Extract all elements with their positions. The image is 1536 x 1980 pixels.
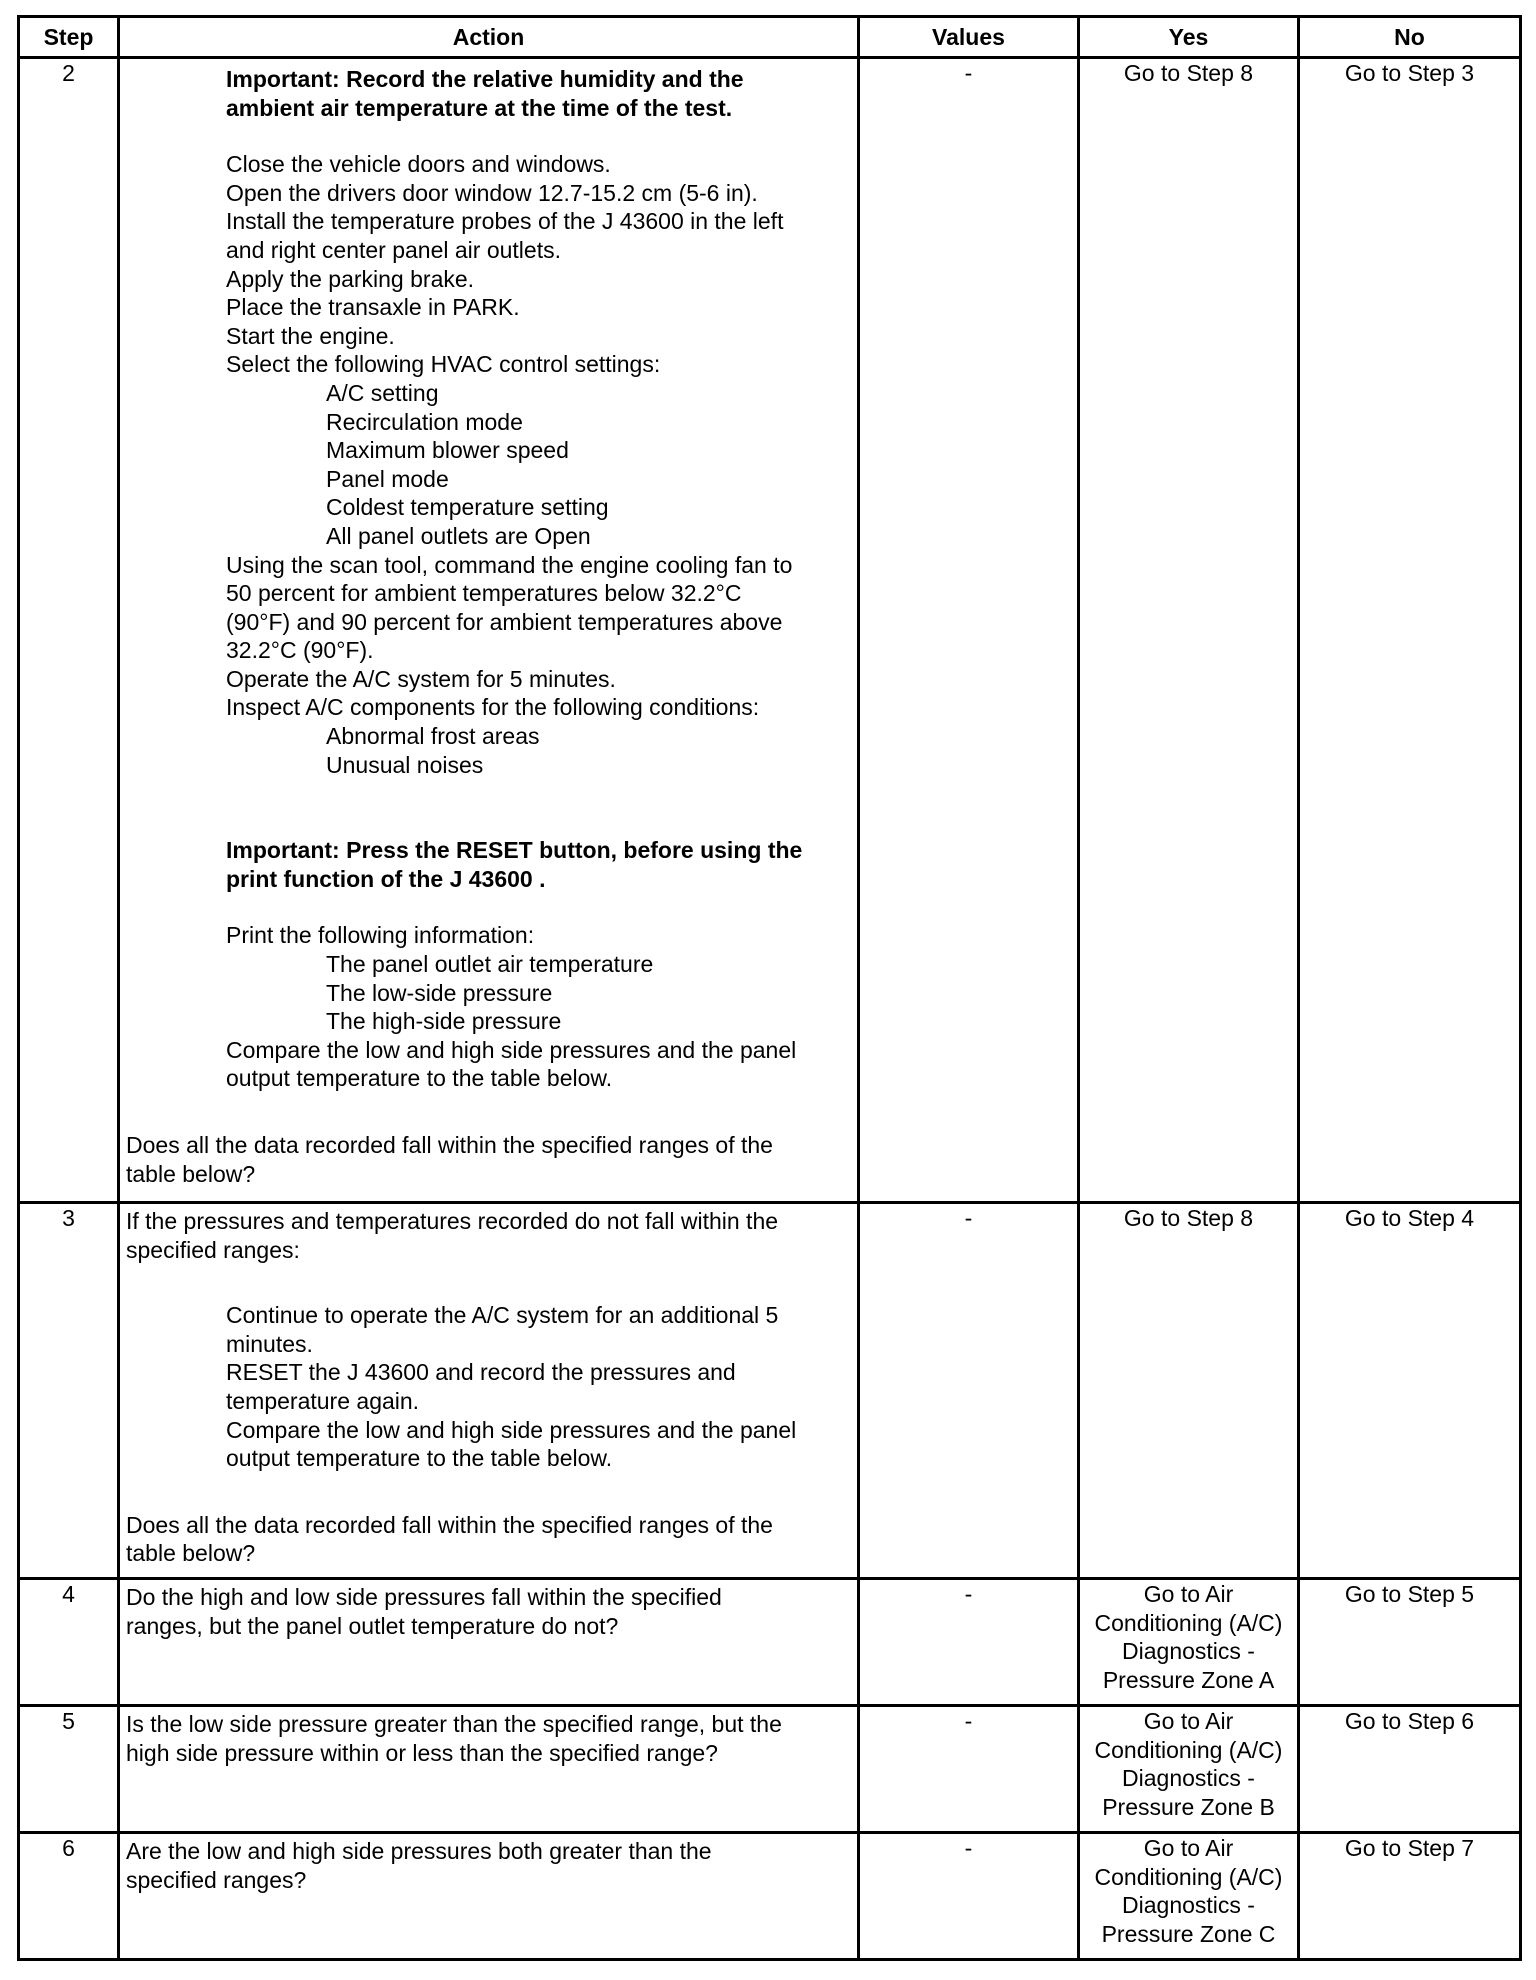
text-line: specified ranges:: [126, 1236, 300, 1263]
hvac-setting: All panel outlets are Open: [326, 522, 591, 549]
table-row-step-4: [19, 1579, 1521, 1706]
table-row-step-3: [19, 1203, 1521, 1579]
yes-cell: [1079, 1706, 1299, 1833]
procedure-step: Operate the A/C system for 5 minutes.: [226, 665, 616, 692]
values-cell: -: [859, 1706, 1079, 1833]
text-line: Diagnostics -: [1122, 1638, 1255, 1665]
text-line: Go to Air: [1143, 1581, 1234, 1607]
compare-instruction: [126, 1036, 851, 1093]
procedure-step: output temperature to the table below.: [226, 1445, 613, 1472]
header-no: No: [1299, 17, 1521, 58]
text-line: Does all the data recorded fall within the specified ranges of the: [126, 1511, 773, 1538]
values-cell: -: [859, 1203, 1079, 1579]
yes-cell: [1079, 1833, 1299, 1960]
condition-item: Abnormal frost areas: [326, 723, 540, 750]
text-line: Are the low and high side pressures both greater than the: [126, 1838, 712, 1864]
header-row: [19, 17, 1521, 58]
step-number: 5: [19, 1706, 119, 1833]
values-cell: -: [859, 1579, 1079, 1706]
action-cell: [119, 58, 859, 1203]
action-cell: [119, 1579, 859, 1706]
table-row-step-6: [19, 1833, 1521, 1960]
hvac-setting: Panel mode: [326, 465, 449, 492]
hvac-setting: Coldest temperature setting: [326, 494, 609, 521]
action-cell: [119, 1706, 859, 1833]
procedure-step: Compare the low and high side pressures and the panel: [226, 1416, 797, 1443]
no-cell: Go to Step 6: [1299, 1706, 1521, 1833]
procedure-list: [126, 1301, 851, 1473]
condition-item: Unusual noises: [326, 751, 484, 778]
print-item: The low-side pressure: [326, 979, 553, 1006]
text-line: Conditioning (A/C): [1094, 1736, 1283, 1763]
print-item: The high-side pressure: [326, 1008, 562, 1035]
action-cell: [119, 1833, 859, 1960]
print-instruction: [126, 921, 851, 950]
table-row-step-5: [19, 1706, 1521, 1833]
important-note: [126, 836, 851, 893]
text-line: Do the high and low side pressures fall within the specified: [126, 1584, 722, 1610]
procedure-step: 50 percent for ambient temperatures below 32.2°C: [226, 580, 742, 607]
text-line: ambient air temperature at the time of the test.: [226, 94, 733, 121]
question: [126, 1131, 851, 1188]
print-item: The panel outlet air temperature: [326, 951, 654, 978]
table-row-step-2: [19, 58, 1521, 1203]
procedure-list: [126, 150, 851, 379]
no-cell: Go to Step 3: [1299, 58, 1521, 1203]
text-line: Pressure Zone B: [1102, 1793, 1275, 1820]
procedure-step: minutes.: [226, 1330, 313, 1357]
text-line: Go to Air: [1143, 1835, 1234, 1861]
step-number: 2: [19, 58, 119, 1203]
header-values: Values: [859, 17, 1079, 58]
text-line: Does all the data recorded fall within the specified ranges of the: [126, 1132, 773, 1158]
yes-cell: [1079, 1579, 1299, 1706]
text-line: Is the low side pressure greater than the specified range, but the: [126, 1711, 782, 1737]
procedure-step: Install the temperature probes of the J 43600 in the left: [226, 208, 784, 235]
procedure-step: Using the scan tool, command the engine cooling fan to: [226, 551, 793, 578]
text-line: Pressure Zone C: [1101, 1920, 1276, 1947]
procedure-step: Open the drivers door window 12.7-15.2 cm (5-6 in).: [226, 179, 758, 206]
text-line: table below?: [126, 1540, 256, 1567]
header-action: Action: [119, 17, 859, 58]
question: [126, 1511, 851, 1568]
step-number: 6: [19, 1833, 119, 1960]
hvac-settings-list: [126, 379, 851, 551]
text-line: Important: Record the relative humidity and the: [226, 66, 744, 92]
text-line: Go to Air: [1143, 1708, 1234, 1734]
text-line: If the pressures and temperatures recorded do not fall within the: [126, 1208, 779, 1234]
text-line: ranges, but the panel outlet temperature do not?: [126, 1612, 619, 1639]
no-cell: Go to Step 5: [1299, 1579, 1521, 1706]
text-line: Important: Press the RESET button, before using the: [226, 837, 803, 864]
important-note: [126, 65, 851, 122]
yes-cell: Go to Step 8: [1079, 58, 1299, 1203]
procedure-list: [126, 551, 851, 723]
procedure-step: Inspect A/C components for the following conditions:: [226, 694, 760, 721]
hvac-setting: Maximum blower speed: [326, 437, 569, 464]
step-number: 3: [19, 1203, 119, 1579]
procedure-step: Close the vehicle doors and windows.: [226, 151, 611, 178]
header-yes: Yes: [1079, 17, 1299, 58]
text-line: table below?: [126, 1160, 256, 1187]
procedure-step: Print the following information:: [226, 922, 535, 949]
text-line: Conditioning (A/C): [1094, 1609, 1283, 1636]
procedure-step: RESET the J 43600 and record the pressures and: [226, 1359, 736, 1386]
procedure-step: Select the following HVAC control settings:: [226, 351, 661, 378]
text-line: Conditioning (A/C): [1094, 1863, 1283, 1890]
procedure-step: and right center panel air outlets.: [226, 236, 561, 263]
values-cell: -: [859, 58, 1079, 1203]
intro-text: [126, 1207, 851, 1264]
print-items-list: [126, 950, 851, 1036]
yes-cell: Go to Step 8: [1079, 1203, 1299, 1579]
procedure-step: Continue to operate the A/C system for an additional 5: [226, 1302, 779, 1329]
procedure-step: output temperature to the table below.: [226, 1065, 613, 1092]
procedure-step: Apply the parking brake.: [226, 265, 475, 292]
text-line: Diagnostics -: [1122, 1892, 1255, 1919]
action-cell: [119, 1203, 859, 1579]
procedure-step: (90°F) and 90 percent for ambient temperatures above: [226, 608, 783, 635]
conditions-list: [126, 722, 851, 779]
procedure-step: 32.2°C (90°F).: [226, 637, 374, 664]
procedure-step: Start the engine.: [226, 322, 395, 349]
values-cell: -: [859, 1833, 1079, 1960]
text-line: Diagnostics -: [1122, 1765, 1255, 1792]
hvac-setting: Recirculation mode: [326, 408, 523, 435]
text-line: high side pressure within or less than the specified range?: [126, 1739, 718, 1766]
procedure-step: temperature again.: [226, 1387, 420, 1414]
text-line: print function of the J 43600 .: [226, 865, 546, 892]
text-line: specified ranges?: [126, 1866, 307, 1893]
no-cell: Go to Step 4: [1299, 1203, 1521, 1579]
hvac-setting: A/C setting: [326, 379, 439, 406]
diagnostic-table: [17, 15, 1522, 1961]
procedure-step: Compare the low and high side pressures and the panel: [226, 1036, 797, 1063]
header-step: Step: [19, 17, 119, 58]
no-cell: Go to Step 7: [1299, 1833, 1521, 1960]
procedure-step: Place the transaxle in PARK.: [226, 294, 520, 321]
text-line: Pressure Zone A: [1102, 1666, 1275, 1693]
step-number: 4: [19, 1579, 119, 1706]
